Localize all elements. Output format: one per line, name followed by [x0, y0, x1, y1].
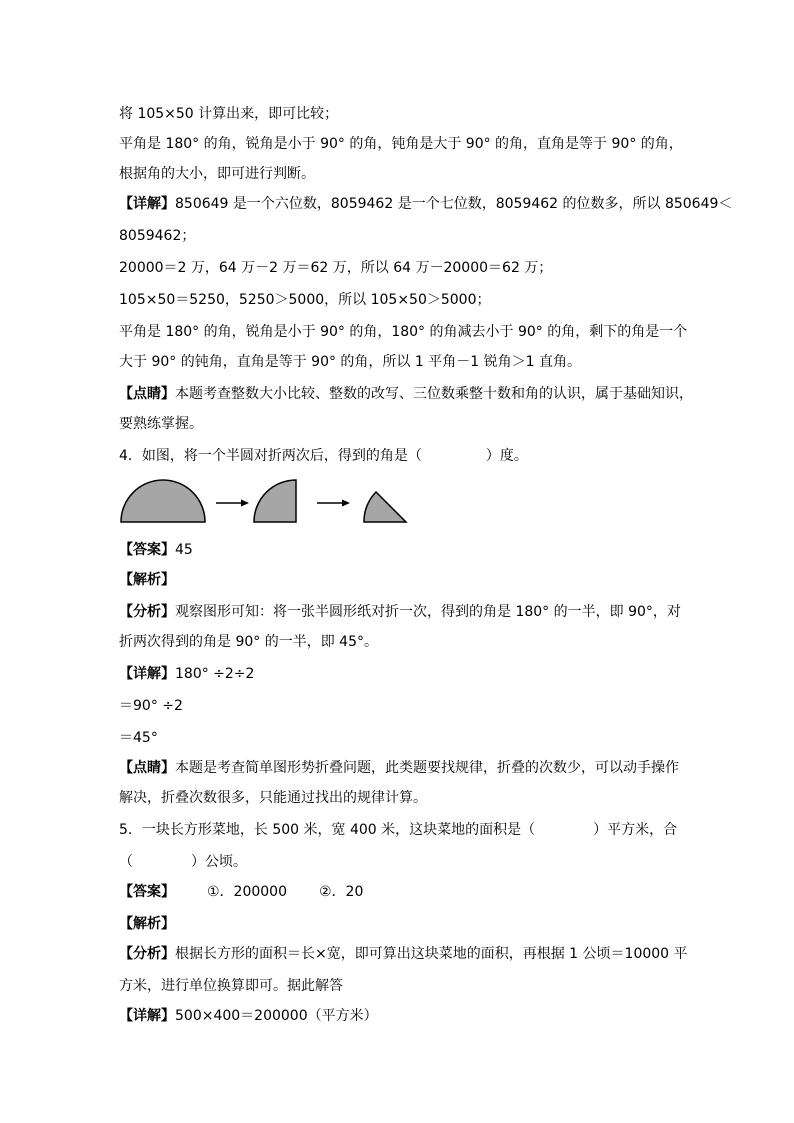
analysis-heading [119, 570, 676, 590]
quarter-circle-shape [254, 480, 296, 522]
answer-text: ②．20 [319, 884, 364, 900]
analysis-heading [119, 914, 676, 934]
eighth-circle-shape [364, 492, 406, 522]
answer-tag: 【答案】 [119, 542, 175, 558]
text-line: 大于 90° 的钝角，直角是等于 90° 的角，所以 1 平角－1 锐角＞1 直角。 [119, 354, 581, 370]
detail-tag: 【详解】 [119, 1008, 175, 1024]
answer-tag: 【答案】 [119, 884, 175, 900]
question-text: ）度。 [485, 448, 528, 464]
question-text: 4．如图，将一个半圆对折两次后，得到的角是（ [119, 448, 422, 464]
analysis-text: 根据长方形的面积＝长×宽，即可算出这块菜地的面积，再根据 1 公顷＝10000 平 [175, 946, 688, 962]
question-5-cont [119, 852, 676, 872]
detail-text: 850649 是一个六位数，8059462 是一个七位数，8059462 的位数多，所以 850649＜ [175, 196, 733, 212]
detail-line [119, 194, 733, 214]
analysis-tag: 【解析】 [119, 916, 175, 932]
remark-tag: 【点睛】 [119, 386, 175, 402]
semicircle-shape [121, 480, 205, 522]
analysis-tag: 【分析】 [119, 946, 175, 962]
analysis-line [119, 602, 681, 622]
text-line: 折两次得到的角是 90° 的一半，即 45°。 [119, 634, 378, 650]
detail-tag: 【详解】 [119, 196, 175, 212]
question-4 [119, 446, 676, 466]
detail-line [119, 664, 676, 684]
text-line: 根据角的大小，即可进行判断。 [119, 166, 315, 182]
remark-line [119, 758, 679, 778]
question-text: ）公顷。 [191, 854, 247, 870]
answer-text: 45 [175, 542, 193, 558]
text-line: 解决，折叠次数很多，只能通过找出的规律计算。 [119, 790, 427, 806]
question-text: （ [119, 854, 133, 870]
analysis-text: 观察图形可知：将一张半圆形纸对折一次，得到的角是 180° 的一半，即 90°，对 [175, 604, 681, 620]
arrow-right-icon [317, 500, 350, 507]
remark-text: 本题是考查简单图形势折叠问题，此类题要找规律，折叠的次数少，可以动手操作 [175, 760, 679, 776]
text-line: 105×50＝5250，5250＞5000，所以 105×50＞5000； [119, 292, 491, 308]
analysis-tag: 【解析】 [119, 572, 175, 588]
question-text: ）平方米，合 [593, 822, 678, 838]
text-line: ＝90° ÷2 [119, 698, 183, 714]
answer-line [119, 540, 676, 560]
text-line: 要熟练掌握。 [119, 416, 203, 432]
text-line: 方米，进行单位换算即可。据此解答 [119, 978, 343, 994]
remark-tag: 【点睛】 [119, 760, 175, 776]
question-5 [119, 820, 676, 840]
question-text: 5．一块长方形菜地，长 500 米，宽 400 米，这块菜地的面积是（ [119, 822, 536, 838]
analysis-tag: 【分析】 [119, 604, 175, 620]
answer-text: ①．200000 [207, 884, 287, 900]
text-line: 8059462； [119, 228, 196, 244]
text-line: 20000＝2 万，64 万－2 万＝62 万，所以 64 万－20000＝62 万； [119, 260, 553, 276]
text-line: 平角是 180° 的角，锐角是小于 90° 的角，180° 的角减去小于 90° 的角，剩下的角是一个 [119, 324, 688, 340]
detail-line [119, 1006, 676, 1026]
detail-text: 180° ÷2÷2 [175, 666, 255, 682]
analysis-line [119, 944, 688, 964]
text-line: 将 105×50 计算出来，即可比较； [119, 106, 339, 122]
text-line: 平角是 180° 的角，锐角是小于 90° 的角，钝角是大于 90° 的角，直角是等于 90° 的角， [119, 136, 683, 152]
arrow-right-icon [216, 500, 249, 507]
text-line: ＝45° [119, 730, 158, 746]
remark-line [119, 384, 693, 404]
detail-text: 500×400＝200000（平方米） [175, 1008, 378, 1024]
folding-figure [118, 474, 418, 526]
answer-line [119, 882, 676, 902]
detail-tag: 【详解】 [119, 666, 175, 682]
remark-text: 本题考查整数大小比较、整数的改写、三位数乘整十数和角的认识，属于基础知识， [175, 386, 693, 402]
